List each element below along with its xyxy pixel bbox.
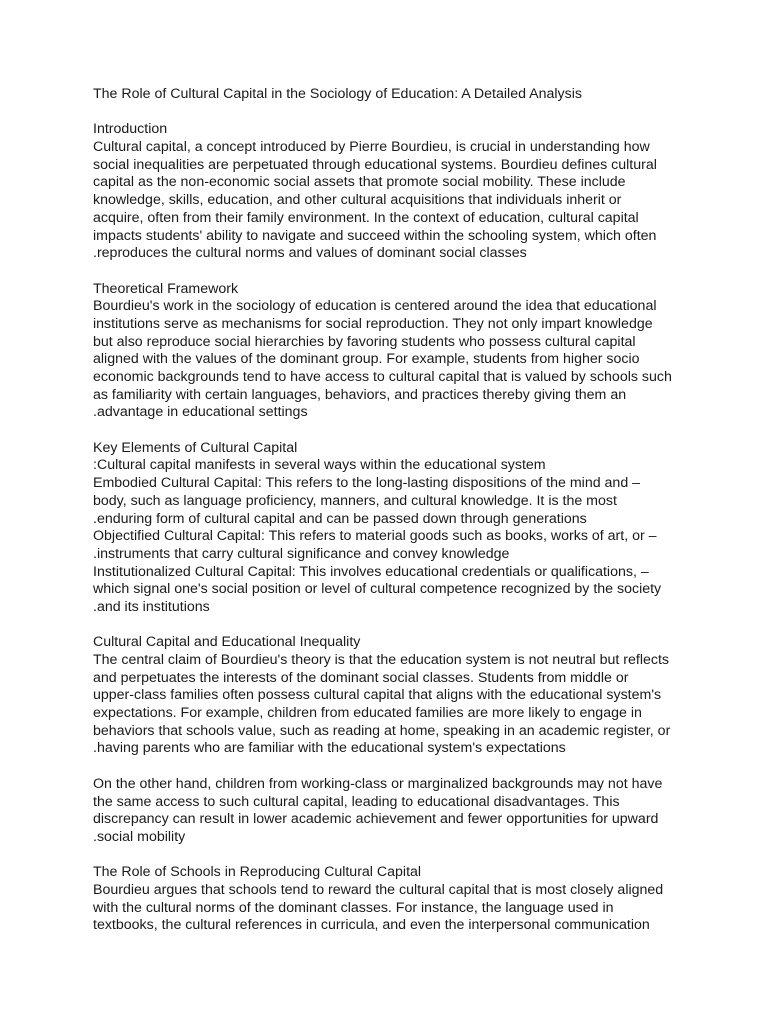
text-line: The central claim of Bourdieu's theory is that the education system is not neutral but reflects [93,652,670,668]
text-line: Objectified Cultural Capital: This refers to material goods such as books, works of art, or – [93,528,657,545]
text-line: .advantage in educational settings [93,404,308,421]
text-line: Embodied Cultural Capital: This refers to the long-lasting dispositions of the mind and – [93,475,641,492]
text-line: aligned with the values of the dominant group. For example, students from higher socio [93,351,640,368]
text-line: and perpetuates the interests of the dominant social classes. Students from middle or [93,669,629,686]
section-educational-inequality [93,634,693,846]
document-page [93,86,693,935]
text-line: .and its institutions [93,598,210,615]
text-line: as familiarity with certain languages, behaviors, and practices thereby giving them an [93,386,627,403]
text-line: capital as the non-economic social assets that promote social mobility. These include [93,174,626,191]
text-line: Cultural capital, a concept introduced by Pierre Bourdieu, is crucial in understanding how [93,139,650,156]
paragraph [93,882,693,935]
spacer [93,617,693,635]
document-title: The Role of Cultural Capital in the Sociology of Education: A Detailed Analysis [93,86,582,102]
paragraph [93,298,693,422]
section-role-of-schools [93,864,693,935]
text-line: .social mobility [93,828,186,845]
text-line: Bourdieu's work in the sociology of education is centered around the idea that educational [93,298,657,315]
text-line: the same access to such cultural capital, leading to educational disadvantages. This [93,793,620,810]
text-line: Bourdieu argues that schools tend to reward the cultural capital that is most closely aligned [93,881,664,898]
section-heading: Key Elements of Cultural Capital [93,439,298,456]
section-theoretical-framework [93,281,693,423]
text-line: expectations. For example, children from educated families are more likely to engage in [93,705,642,722]
text-line: On the other hand, children from working-class or marginalized backgrounds may not have [93,775,663,792]
paragraph [93,652,693,758]
section-heading: Cultural Capital and Educational Inequality [93,634,361,651]
text-line: knowledge, skills, education, and other cultural acquisitions that individuals inherit or [93,192,622,209]
section-key-elements [93,440,693,617]
text-line: but also reproduce social hierarchies by favoring students who possess cultural capital [93,333,636,350]
text-line: .instruments that carry cultural significance and convey knowledge [93,545,510,562]
text-line: body, such as language proficiency, manners, and cultural knowledge. It is the most [93,492,617,509]
text-line: textbooks, the cultural references in curricula, and even the interpersonal communication [93,917,650,934]
text-line: :Cultural capital manifests in several ways within the educational system [93,457,546,474]
text-line: behaviors that schools value, such as reading at home, speaking in an academic register, or [93,722,671,739]
text-line: social inequalities are perpetuated through educational systems. Bourdieu defines cultural [93,156,657,173]
text-line: upper-class families often possess cultural capital that aligns with the educational system's [93,687,662,704]
paragraph [93,457,693,616]
paragraph [93,776,693,847]
paragraph [93,139,693,263]
text-line: .reproduces the cultural norms and values of dominant social classes [93,245,527,262]
text-line: acquire, often from their family environment. In the context of education, cultural capital [93,209,639,226]
text-line: which signal one's social position or level of cultural competence recognized by the society [93,581,662,598]
text-line: institutions serve as mechanisms for social reproduction. They not only impart knowledge [93,315,653,332]
section-heading: Introduction [93,121,168,138]
section-heading: The Role of Schools in Reproducing Cultural Capital [93,864,422,881]
text-line: impacts students' ability to navigate and succeed within the schooling system, which often [93,227,657,244]
spacer [93,758,693,776]
text-line: discrepancy can result in lower academic achievement and fewer opportunities for upward [93,811,659,828]
spacer [93,847,693,865]
text-line: .enduring form of cultural capital and can be passed down through generations [93,510,587,527]
spacer [93,104,693,122]
section-heading: Theoretical Framework [93,280,239,297]
text-line: Institutionalized Cultural Capital: This involves educational credentials or qualifications, – [93,563,649,580]
spacer [93,422,693,440]
text-line: .having parents who are familiar with the educational system's expectations [93,740,566,757]
section-introduction [93,121,693,263]
spacer [93,263,693,281]
text-line: with the cultural norms of the dominant classes. For instance, the language used in [93,899,614,916]
text-line: economic backgrounds tend to have access to cultural capital that is valued by schools such [93,369,672,385]
